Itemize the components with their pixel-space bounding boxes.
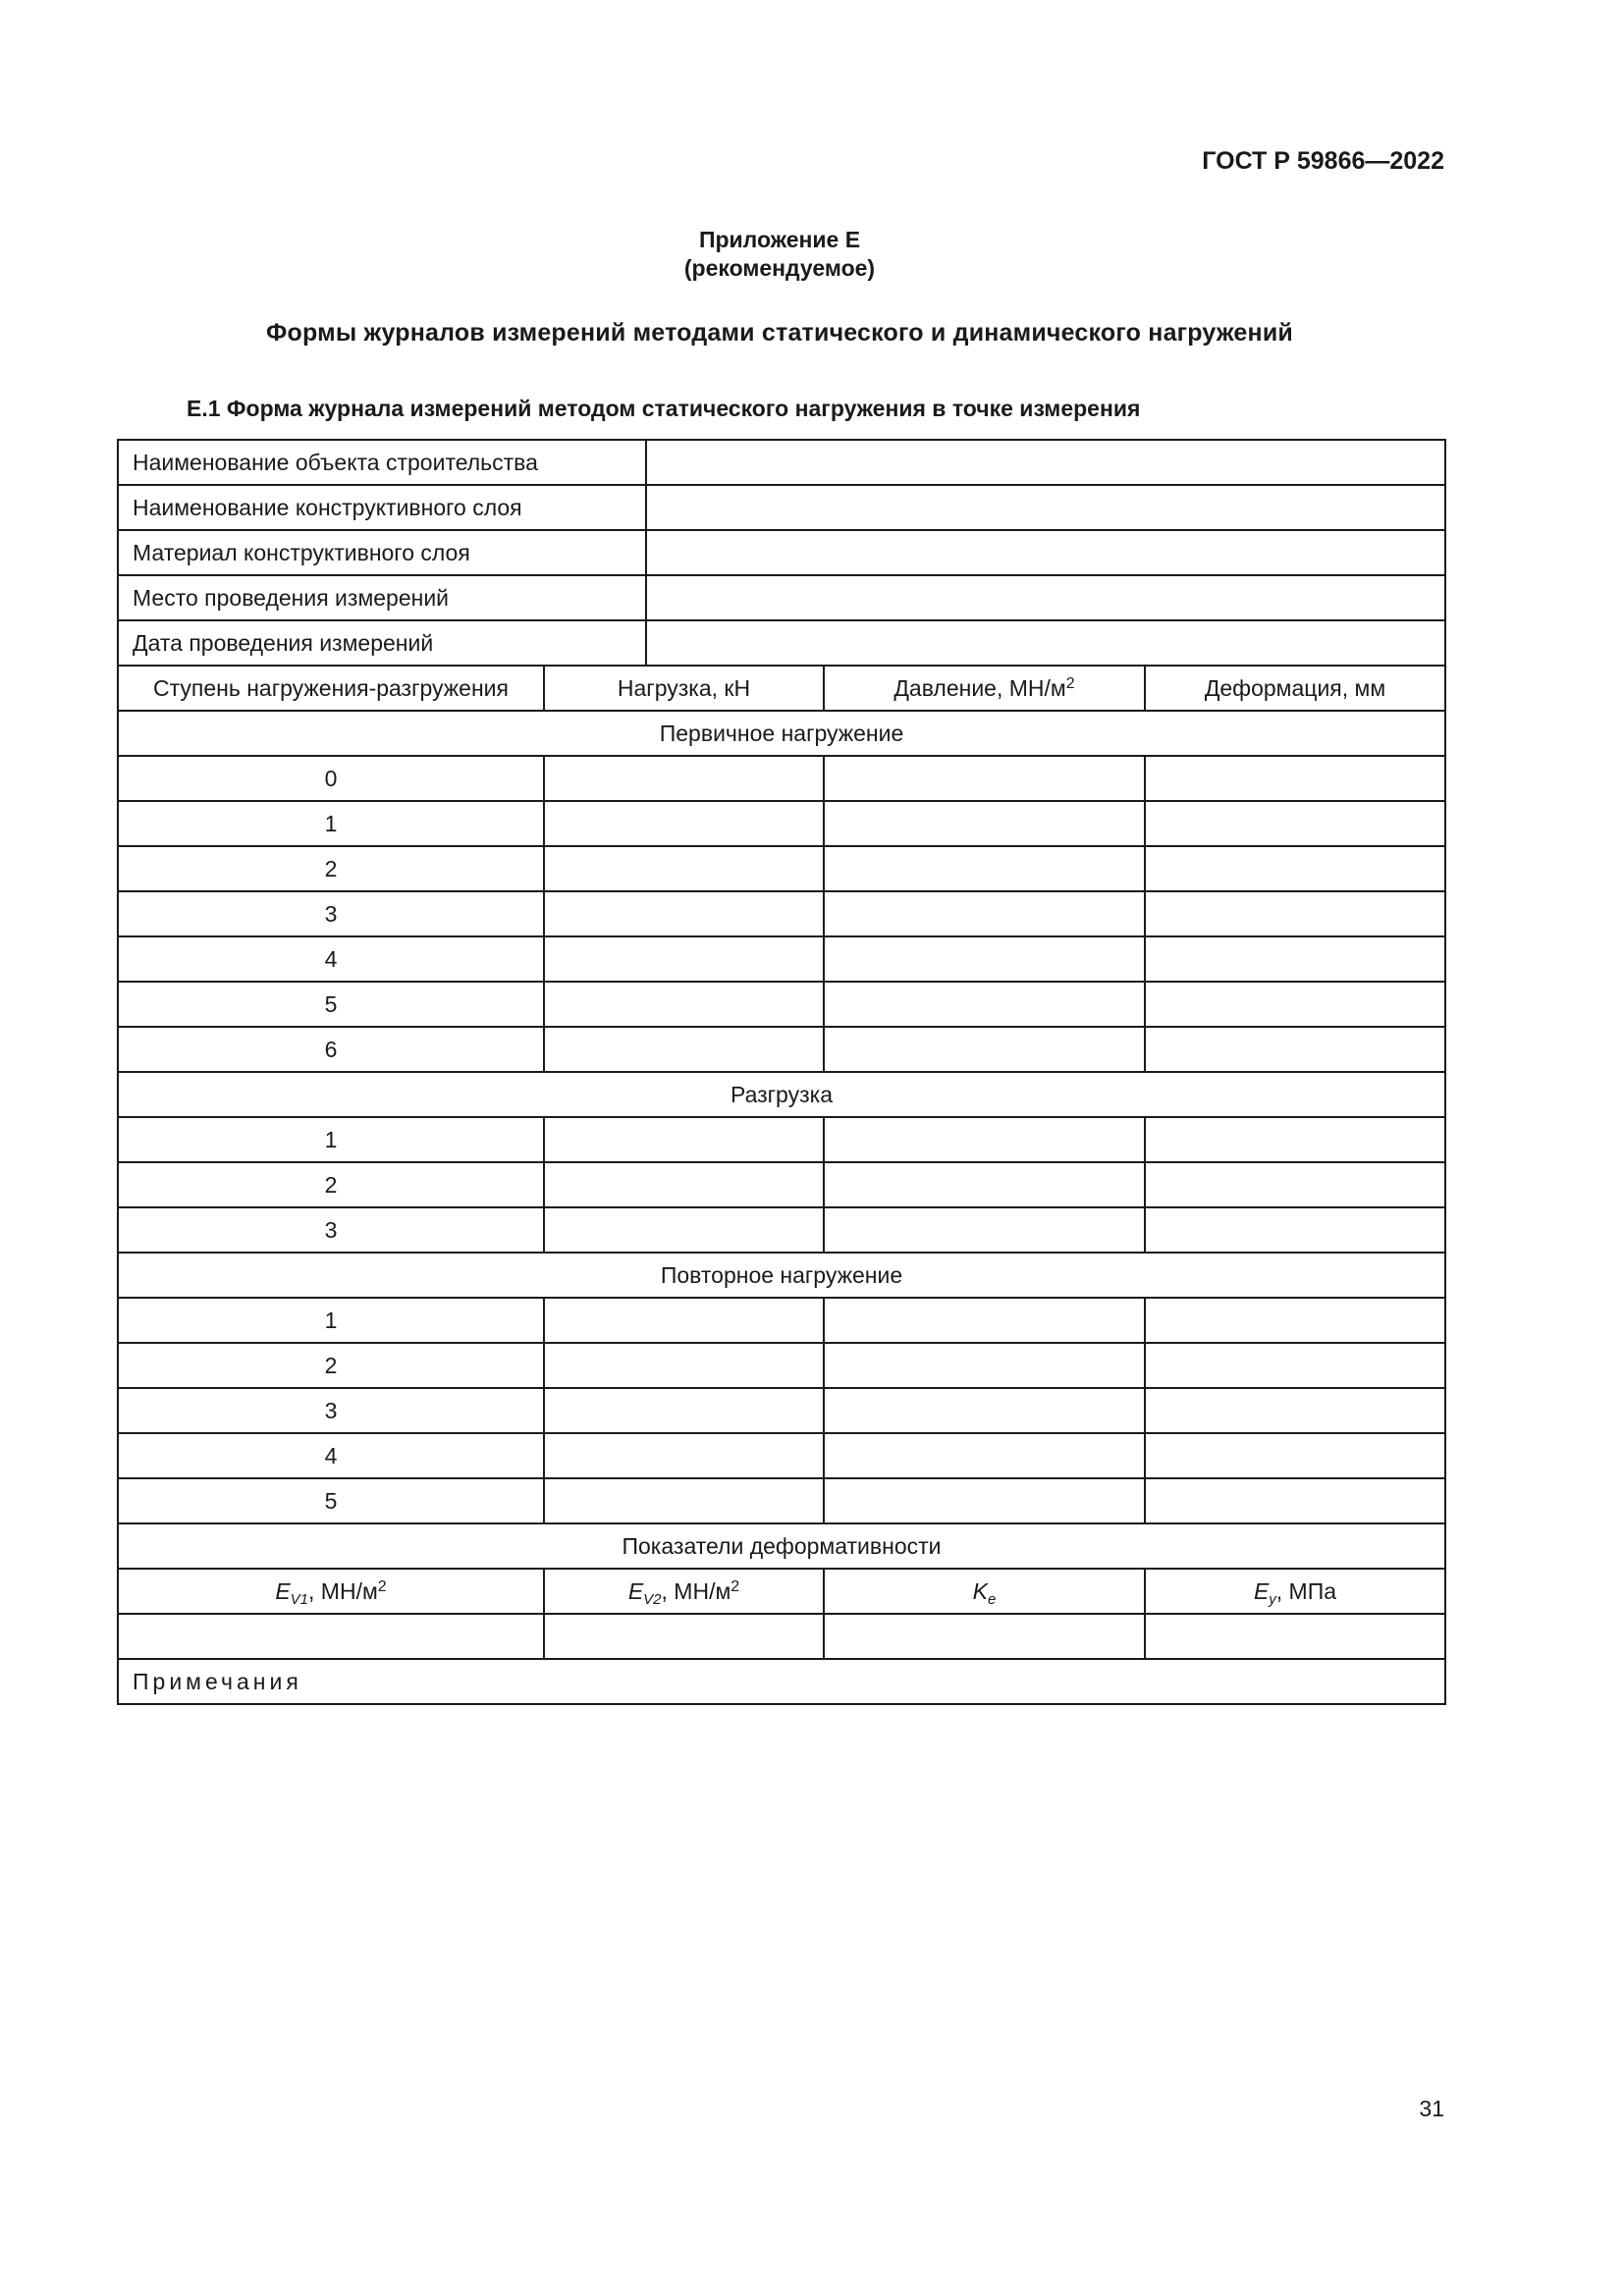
ev1-superscript: 2 xyxy=(377,1577,387,1595)
load-cell[interactable] xyxy=(544,801,824,846)
deformation-cell[interactable] xyxy=(1145,1162,1445,1207)
ke-symbol: K xyxy=(972,1577,988,1604)
appendix-heading xyxy=(0,226,1559,283)
table-row xyxy=(118,1207,1445,1253)
ke-subscript: e xyxy=(988,1590,997,1608)
step-number: 2 xyxy=(118,846,544,891)
column-header-row xyxy=(118,666,1445,711)
load-cell[interactable] xyxy=(544,1343,824,1388)
step-number: 0 xyxy=(118,756,544,801)
step-number: 1 xyxy=(118,1298,544,1343)
deformation-cell[interactable] xyxy=(1145,1388,1445,1433)
table-row xyxy=(118,1478,1445,1523)
section-label-unloading: Разгрузка xyxy=(118,1072,1445,1117)
info-row xyxy=(118,530,1445,575)
ev2-symbol: E xyxy=(627,1577,644,1604)
pressure-cell[interactable] xyxy=(824,756,1145,801)
info-label: Наименование конструктивного слоя xyxy=(118,485,646,530)
pressure-unit-superscript: 2 xyxy=(1065,674,1075,692)
deformation-cell[interactable] xyxy=(1145,1478,1445,1523)
info-label: Дата проведения измерений xyxy=(118,620,646,666)
section-header-row xyxy=(118,1072,1445,1117)
column-header-load: Нагрузка, кН xyxy=(544,666,824,711)
info-value-field[interactable] xyxy=(646,530,1445,575)
indicator-header-ev1 xyxy=(118,1569,544,1614)
section-header-row xyxy=(118,711,1445,756)
column-header-stage: Ступень нагружения-разгружения xyxy=(118,666,544,711)
step-number: 3 xyxy=(118,1388,544,1433)
column-header-pressure xyxy=(824,666,1145,711)
step-number: 5 xyxy=(118,1478,544,1523)
indicator-header-ke xyxy=(824,1569,1145,1614)
load-cell[interactable] xyxy=(544,756,824,801)
ev1-symbol: E xyxy=(275,1577,291,1604)
deformation-cell[interactable] xyxy=(1145,1298,1445,1343)
ev1-subscript: V1 xyxy=(290,1590,309,1608)
info-label: Место проведения измерений xyxy=(118,575,646,620)
load-cell[interactable] xyxy=(544,1478,824,1523)
pressure-cell[interactable] xyxy=(824,1478,1145,1523)
info-value-field[interactable] xyxy=(646,440,1445,485)
appendix-title: Приложение Е xyxy=(698,227,861,252)
ev1-unit: , МН/м xyxy=(308,1577,378,1604)
table-row xyxy=(118,1027,1445,1072)
info-label: Материал конструктивного слоя xyxy=(118,530,646,575)
step-number: 2 xyxy=(118,1343,544,1388)
document-code: ГОСТ Р 59866—2022 xyxy=(1202,147,1444,175)
step-number: 6 xyxy=(118,1027,544,1072)
info-row xyxy=(118,575,1445,620)
step-number: 5 xyxy=(118,982,544,1027)
deformation-cell[interactable] xyxy=(1145,756,1445,801)
info-value-field[interactable] xyxy=(646,575,1445,620)
load-cell[interactable] xyxy=(544,936,824,982)
table-row xyxy=(118,1162,1445,1207)
indicator-header-ey xyxy=(1145,1569,1445,1614)
page-number: 31 xyxy=(1419,2096,1444,2121)
deformation-cell[interactable] xyxy=(1145,846,1445,891)
table-row xyxy=(118,936,1445,982)
step-number: 1 xyxy=(118,1117,544,1162)
load-cell[interactable] xyxy=(544,891,824,936)
pressure-cell[interactable] xyxy=(824,1027,1145,1072)
ey-subscript: y xyxy=(1269,1590,1276,1608)
info-value-field[interactable] xyxy=(646,485,1445,530)
info-row xyxy=(118,485,1445,530)
table-row xyxy=(118,1298,1445,1343)
step-number: 3 xyxy=(118,891,544,936)
info-label: Наименование объекта строительства xyxy=(118,440,646,485)
pressure-cell[interactable] xyxy=(824,1117,1145,1162)
table-row xyxy=(118,801,1445,846)
ke-value-cell[interactable] xyxy=(824,1614,1145,1659)
load-cell[interactable] xyxy=(544,1162,824,1207)
pressure-cell[interactable] xyxy=(824,801,1145,846)
indicator-header-ev2 xyxy=(544,1569,824,1614)
load-cell[interactable] xyxy=(544,1388,824,1433)
table-row xyxy=(118,1433,1445,1478)
pressure-cell[interactable] xyxy=(824,936,1145,982)
table-row xyxy=(118,756,1445,801)
step-number: 1 xyxy=(118,801,544,846)
table-row xyxy=(118,846,1445,891)
load-cell[interactable] xyxy=(544,1298,824,1343)
load-cell[interactable] xyxy=(544,1027,824,1072)
indicators-value-row xyxy=(118,1614,1445,1659)
pressure-cell[interactable] xyxy=(824,982,1145,1027)
ey-symbol: E xyxy=(1253,1577,1270,1604)
ev2-value-cell[interactable] xyxy=(544,1614,824,1659)
deformation-cell[interactable] xyxy=(1145,891,1445,936)
pressure-cell[interactable] xyxy=(824,891,1145,936)
deformation-cell[interactable] xyxy=(1145,801,1445,846)
measurement-journal-table xyxy=(117,439,1446,1705)
ev1-value-cell[interactable] xyxy=(118,1614,544,1659)
section-label-primary-loading: Первичное нагружение xyxy=(118,711,1445,756)
notes-label[interactable]: Примечания xyxy=(118,1659,1445,1704)
step-number: 2 xyxy=(118,1162,544,1207)
ev2-superscript: 2 xyxy=(731,1577,740,1595)
pressure-cell[interactable] xyxy=(824,1433,1145,1478)
info-row xyxy=(118,620,1445,666)
pressure-cell[interactable] xyxy=(824,1343,1145,1388)
column-header-deformation: Деформация, мм xyxy=(1145,666,1445,711)
table-row xyxy=(118,1388,1445,1433)
step-number: 4 xyxy=(118,1433,544,1478)
deformation-cell[interactable] xyxy=(1145,1207,1445,1253)
main-title: Формы журналов измерений методами статического и динамического нагружений xyxy=(266,319,1293,347)
table-row xyxy=(118,891,1445,936)
load-cell[interactable] xyxy=(544,1117,824,1162)
table-row xyxy=(118,982,1445,1027)
section-header-row xyxy=(118,1523,1445,1569)
deformation-cell[interactable] xyxy=(1145,1117,1445,1162)
load-cell[interactable] xyxy=(544,1207,824,1253)
ey-value-cell[interactable] xyxy=(1145,1614,1445,1659)
table-row xyxy=(118,1117,1445,1162)
step-number: 4 xyxy=(118,936,544,982)
load-cell[interactable] xyxy=(544,1433,824,1478)
load-cell[interactable] xyxy=(544,846,824,891)
notes-row xyxy=(118,1659,1445,1704)
deformation-cell[interactable] xyxy=(1145,936,1445,982)
pressure-cell[interactable] xyxy=(824,1388,1145,1433)
indicators-header-row xyxy=(118,1569,1445,1614)
pressure-cell[interactable] xyxy=(824,1207,1145,1253)
deformation-cell[interactable] xyxy=(1145,1433,1445,1478)
appendix-status: (рекомендуемое) xyxy=(683,255,876,281)
section-label-deformation-indicators: Показатели деформативности xyxy=(118,1523,1445,1569)
ev2-subscript: V2 xyxy=(643,1590,662,1608)
section-title: Е.1 Форма журнала измерений методом статического нагружения в точке измерения xyxy=(187,396,1141,421)
step-number: 3 xyxy=(118,1207,544,1253)
ev2-unit: , МН/м xyxy=(661,1577,731,1604)
pressure-unit-text: Давление, МН/м xyxy=(893,674,1066,701)
deformation-cell[interactable] xyxy=(1145,982,1445,1027)
pressure-cell[interactable] xyxy=(824,1162,1145,1207)
table-row xyxy=(118,1343,1445,1388)
ey-unit: , МПа xyxy=(1275,1577,1337,1604)
info-value-field[interactable] xyxy=(646,620,1445,666)
deformation-cell[interactable] xyxy=(1145,1343,1445,1388)
deformation-cell[interactable] xyxy=(1145,1027,1445,1072)
pressure-cell[interactable] xyxy=(824,1298,1145,1343)
info-row xyxy=(118,440,1445,485)
section-header-row xyxy=(118,1253,1445,1298)
section-label-repeated-loading: Повторное нагружение xyxy=(118,1253,1445,1298)
load-cell[interactable] xyxy=(544,982,824,1027)
pressure-cell[interactable] xyxy=(824,846,1145,891)
